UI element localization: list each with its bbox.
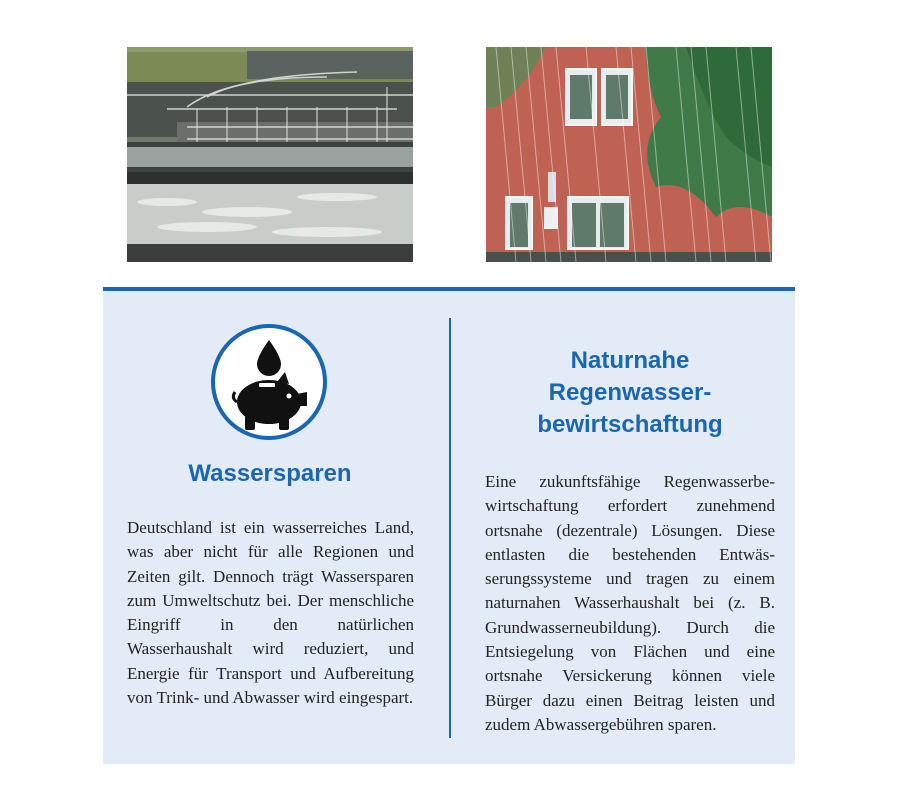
rain-house-photo — [486, 47, 772, 262]
wassersparen-heading: Wassersparen — [188, 460, 352, 487]
piggy-bank-water-drop-icon — [209, 322, 329, 442]
wassersparen-text: Deutschland ist ein wasserreiches Land, was aber nicht für alle Regionen und Zeiten gilt. Dennoch trägt Wassersparen zum Umweltschutz bei. Der menschliche Eingriff in den natürlichen Wasserhaushalt wird reduziert, und Energie für Transport und Aufbereitung von Trink- und Abwasser wird eingespart. — [127, 518, 414, 708]
panel-top-rule — [103, 287, 795, 291]
treatment-plant-photo — [127, 47, 413, 262]
regenwasser-text: Eine zukunftsfähige Regenwasserbewirtschaftung erfordert zunehmend ortsnahe (dezentrale) Lösungen. Diese entlasten die bestehenden Entwässerungssysteme und tragen zu einem naturnahen Wasserhaushalt bei (z. B. Grundwasserneubildung). Durch die Entsiegelung von Flächen und eine ortsnahe Versickerung können viele Bürger dazu einen Beitrag leisten und zudem Abwassergebühren sparen. — [485, 472, 775, 734]
column-divider — [449, 318, 451, 738]
regenwasser-heading: Naturnahe Regenwasser- bewirtschaftung — [537, 347, 723, 438]
